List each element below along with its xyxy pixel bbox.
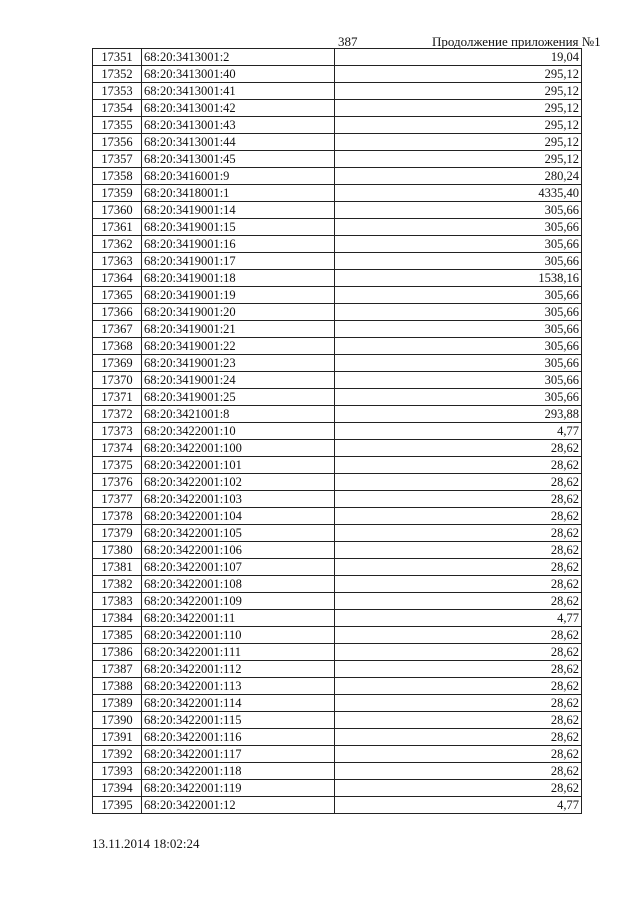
value-cell: 28,62	[335, 593, 582, 610]
table-row	[93, 100, 582, 117]
table-row	[93, 355, 582, 372]
cadastral-number-cell: 68:20:3422001:115	[142, 712, 335, 729]
value-cell: 305,66	[335, 202, 582, 219]
value-cell: 4335,40	[335, 185, 582, 202]
value-cell: 28,62	[335, 661, 582, 678]
cadastral-number-cell: 68:20:3422001:108	[142, 576, 335, 593]
table-row	[93, 610, 582, 627]
table-row	[93, 593, 582, 610]
row-number-cell: 17351	[93, 49, 142, 66]
table-row	[93, 49, 582, 66]
row-number-cell: 17381	[93, 559, 142, 576]
cadastral-number-cell: 68:20:3422001:101	[142, 457, 335, 474]
row-number-cell: 17392	[93, 746, 142, 763]
cadastral-number-cell: 68:20:3422001:10	[142, 423, 335, 440]
table-row	[93, 117, 582, 134]
value-cell: 28,62	[335, 457, 582, 474]
cadastral-number-cell: 68:20:3422001:102	[142, 474, 335, 491]
table-row	[93, 168, 582, 185]
table-row	[93, 474, 582, 491]
table-row	[93, 525, 582, 542]
cadastral-number-cell: 68:20:3422001:12	[142, 797, 335, 814]
cadastral-number-cell: 68:20:3418001:1	[142, 185, 335, 202]
cadastral-number-cell: 68:20:3419001:16	[142, 236, 335, 253]
table-row	[93, 729, 582, 746]
table-row	[93, 185, 582, 202]
print-timestamp: 13.11.2014 18:02:24	[92, 836, 200, 851]
table-row	[93, 338, 582, 355]
row-number-cell: 17386	[93, 644, 142, 661]
cadastral-number-cell: 68:20:3422001:113	[142, 678, 335, 695]
value-cell: 295,12	[335, 83, 582, 100]
row-number-cell: 17377	[93, 491, 142, 508]
row-number-cell: 17356	[93, 134, 142, 151]
row-number-cell: 17352	[93, 66, 142, 83]
value-cell: 295,12	[335, 151, 582, 168]
value-cell: 28,62	[335, 508, 582, 525]
cadastral-number-cell: 68:20:3422001:118	[142, 763, 335, 780]
value-cell: 28,62	[335, 763, 582, 780]
table-row	[93, 151, 582, 168]
table-row	[93, 423, 582, 440]
cadastral-number-cell: 68:20:3413001:43	[142, 117, 335, 134]
value-cell: 4,77	[335, 423, 582, 440]
row-number-cell: 17361	[93, 219, 142, 236]
table-row	[93, 253, 582, 270]
cadastral-number-cell: 68:20:3422001:110	[142, 627, 335, 644]
cadastral-number-cell: 68:20:3422001:104	[142, 508, 335, 525]
cadastral-number-cell: 68:20:3419001:24	[142, 372, 335, 389]
cadastral-number-cell: 68:20:3419001:20	[142, 304, 335, 321]
cadastral-number-cell: 68:20:3422001:116	[142, 729, 335, 746]
value-cell: 305,66	[335, 287, 582, 304]
value-cell: 28,62	[335, 729, 582, 746]
table-row	[93, 389, 582, 406]
cadastral-number-cell: 68:20:3413001:44	[142, 134, 335, 151]
value-cell: 305,66	[335, 389, 582, 406]
table-row	[93, 491, 582, 508]
value-cell: 28,62	[335, 712, 582, 729]
value-cell: 305,66	[335, 372, 582, 389]
table-row	[93, 763, 582, 780]
row-number-cell: 17355	[93, 117, 142, 134]
value-cell: 295,12	[335, 66, 582, 83]
table-row	[93, 746, 582, 763]
table-row	[93, 440, 582, 457]
value-cell: 280,24	[335, 168, 582, 185]
row-number-cell: 17368	[93, 338, 142, 355]
table-row	[93, 695, 582, 712]
value-cell: 28,62	[335, 627, 582, 644]
row-number-cell: 17366	[93, 304, 142, 321]
row-number-cell: 17387	[93, 661, 142, 678]
row-number-cell: 17375	[93, 457, 142, 474]
table-row	[93, 372, 582, 389]
table-row	[93, 219, 582, 236]
row-number-cell: 17365	[93, 287, 142, 304]
row-number-cell: 17362	[93, 236, 142, 253]
table-row	[93, 66, 582, 83]
cadastral-number-cell: 68:20:3422001:107	[142, 559, 335, 576]
row-number-cell: 17395	[93, 797, 142, 814]
row-number-cell: 17364	[93, 270, 142, 287]
row-number-cell: 17384	[93, 610, 142, 627]
value-cell: 295,12	[335, 100, 582, 117]
cadastral-number-cell: 68:20:3422001:106	[142, 542, 335, 559]
table-row	[93, 304, 582, 321]
row-number-cell: 17391	[93, 729, 142, 746]
row-number-cell: 17354	[93, 100, 142, 117]
table-row	[93, 780, 582, 797]
table-row	[93, 321, 582, 338]
value-cell: 295,12	[335, 134, 582, 151]
table-row	[93, 287, 582, 304]
row-number-cell: 17363	[93, 253, 142, 270]
cadastral-number-cell: 68:20:3419001:17	[142, 253, 335, 270]
table-row	[93, 559, 582, 576]
row-number-cell: 17358	[93, 168, 142, 185]
row-number-cell: 17394	[93, 780, 142, 797]
value-cell: 28,62	[335, 644, 582, 661]
table-row	[93, 508, 582, 525]
table-row	[93, 202, 582, 219]
cadastral-number-cell: 68:20:3422001:114	[142, 695, 335, 712]
table-row	[93, 134, 582, 151]
cadastral-number-cell: 68:20:3422001:109	[142, 593, 335, 610]
cadastral-number-cell: 68:20:3421001:8	[142, 406, 335, 423]
row-number-cell: 17367	[93, 321, 142, 338]
value-cell: 28,62	[335, 695, 582, 712]
value-cell: 293,88	[335, 406, 582, 423]
cadastral-number-cell: 68:20:3419001:18	[142, 270, 335, 287]
cadastral-number-cell: 68:20:3419001:23	[142, 355, 335, 372]
value-cell: 19,04	[335, 49, 582, 66]
table-row	[93, 576, 582, 593]
cadastral-number-cell: 68:20:3419001:14	[142, 202, 335, 219]
table-row	[93, 406, 582, 423]
table-row	[93, 542, 582, 559]
value-cell: 28,62	[335, 678, 582, 695]
cadastral-number-cell: 68:20:3419001:21	[142, 321, 335, 338]
row-number-cell: 17353	[93, 83, 142, 100]
cadastral-number-cell: 68:20:3422001:103	[142, 491, 335, 508]
row-number-cell: 17369	[93, 355, 142, 372]
value-cell: 28,62	[335, 542, 582, 559]
cadastral-number-cell: 68:20:3419001:22	[142, 338, 335, 355]
value-cell: 305,66	[335, 355, 582, 372]
table-row	[93, 83, 582, 100]
row-number-cell: 17390	[93, 712, 142, 729]
cadastral-number-cell: 68:20:3419001:15	[142, 219, 335, 236]
table-row	[93, 236, 582, 253]
value-cell: 305,66	[335, 219, 582, 236]
row-number-cell: 17370	[93, 372, 142, 389]
cadastral-number-cell: 68:20:3422001:105	[142, 525, 335, 542]
cadastral-number-cell: 68:20:3413001:40	[142, 66, 335, 83]
row-number-cell: 17360	[93, 202, 142, 219]
row-number-cell: 17374	[93, 440, 142, 457]
table-row	[93, 712, 582, 729]
value-cell: 28,62	[335, 474, 582, 491]
cadastral-number-cell: 68:20:3422001:117	[142, 746, 335, 763]
value-cell: 4,77	[335, 610, 582, 627]
appendix-continuation-note: Продолжение приложения №1	[432, 34, 601, 49]
value-cell: 1538,16	[335, 270, 582, 287]
table-row	[93, 457, 582, 474]
row-number-cell: 17371	[93, 389, 142, 406]
row-number-cell: 17380	[93, 542, 142, 559]
row-number-cell: 17393	[93, 763, 142, 780]
row-number-cell: 17373	[93, 423, 142, 440]
value-cell: 305,66	[335, 321, 582, 338]
row-number-cell: 17357	[93, 151, 142, 168]
cadastral-number-cell: 68:20:3422001:111	[142, 644, 335, 661]
cadastral-number-cell: 68:20:3416001:9	[142, 168, 335, 185]
table-body	[93, 49, 582, 814]
cadastral-number-cell: 68:20:3422001:119	[142, 780, 335, 797]
row-number-cell: 17359	[93, 185, 142, 202]
value-cell: 305,66	[335, 236, 582, 253]
table-row	[93, 797, 582, 814]
cadastral-number-cell: 68:20:3413001:41	[142, 83, 335, 100]
value-cell: 4,77	[335, 797, 582, 814]
value-cell: 28,62	[335, 780, 582, 797]
row-number-cell: 17378	[93, 508, 142, 525]
value-cell: 305,66	[335, 338, 582, 355]
value-cell: 28,62	[335, 559, 582, 576]
row-number-cell: 17382	[93, 576, 142, 593]
row-number-cell: 17383	[93, 593, 142, 610]
value-cell: 28,62	[335, 491, 582, 508]
cadastral-number-cell: 68:20:3422001:11	[142, 610, 335, 627]
cadastral-value-table	[92, 48, 582, 814]
cadastral-number-cell: 68:20:3419001:25	[142, 389, 335, 406]
row-number-cell: 17379	[93, 525, 142, 542]
cadastral-number-cell: 68:20:3422001:112	[142, 661, 335, 678]
cadastral-number-cell: 68:20:3413001:45	[142, 151, 335, 168]
cadastral-number-cell: 68:20:3422001:100	[142, 440, 335, 457]
table-row	[93, 270, 582, 287]
cadastral-number-cell: 68:20:3419001:19	[142, 287, 335, 304]
table-row	[93, 678, 582, 695]
value-cell: 28,62	[335, 576, 582, 593]
cadastral-number-cell: 68:20:3413001:2	[142, 49, 335, 66]
value-cell: 28,62	[335, 746, 582, 763]
value-cell: 28,62	[335, 525, 582, 542]
row-number-cell: 17372	[93, 406, 142, 423]
row-number-cell: 17376	[93, 474, 142, 491]
row-number-cell: 17389	[93, 695, 142, 712]
value-cell: 295,12	[335, 117, 582, 134]
table-row	[93, 644, 582, 661]
table-row	[93, 661, 582, 678]
cadastral-number-cell: 68:20:3413001:42	[142, 100, 335, 117]
table-row	[93, 627, 582, 644]
row-number-cell: 17388	[93, 678, 142, 695]
page-number: 387	[338, 34, 358, 49]
value-cell: 305,66	[335, 253, 582, 270]
value-cell: 305,66	[335, 304, 582, 321]
row-number-cell: 17385	[93, 627, 142, 644]
value-cell: 28,62	[335, 440, 582, 457]
